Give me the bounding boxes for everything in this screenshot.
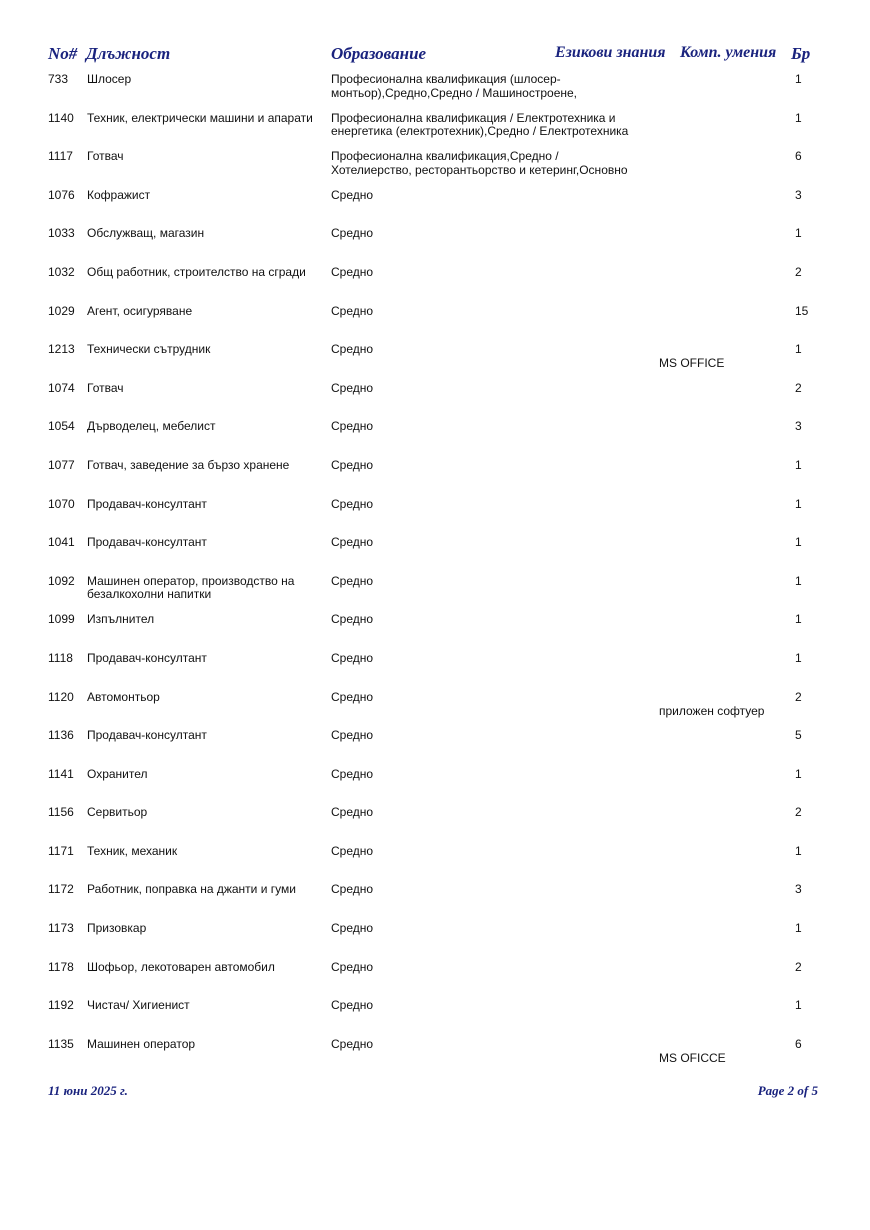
cell-count: 1 [795, 226, 802, 241]
cell-no: 1156 [48, 805, 74, 820]
cell-no: 1041 [48, 535, 75, 550]
table-row [0, 1038, 870, 1077]
cell-education: Професионална квалификация / Електротехника и енергетика (електротехник),Средно / Електротехника [331, 110, 629, 139]
cell-count: 3 [795, 187, 802, 202]
cell-no: 1173 [48, 921, 74, 936]
cell-position: Готвач [87, 380, 124, 395]
cell-education: Средно [331, 843, 374, 858]
table-row [0, 729, 870, 768]
table-row [0, 536, 870, 575]
table-row [0, 652, 870, 691]
column-header-education: Образование [331, 44, 427, 63]
cell-no: 1140 [48, 110, 74, 125]
cell-no: 1077 [48, 457, 75, 472]
cell-education: Средно [331, 728, 374, 743]
cell-position: Призовкар [87, 921, 147, 936]
cell-no: 1054 [48, 419, 75, 434]
cell-position: Работник, поправка на джанти и гуми [87, 882, 296, 897]
cell-no: 733 [48, 72, 69, 86]
cell-education: Средно [331, 882, 374, 897]
cell-position: Продавач-консултант [87, 496, 207, 511]
cell-position: Техник, механик [87, 843, 178, 858]
cell-education: Средно [331, 303, 374, 318]
cell-count: 1 [795, 766, 802, 781]
cell-position: Кофражист [87, 187, 151, 202]
cell-no: 1171 [48, 843, 74, 858]
table-row [0, 922, 870, 961]
table-row [0, 189, 870, 228]
cell-education: Средно [331, 766, 374, 781]
cell-count: 1 [795, 998, 802, 1013]
job-table [0, 73, 870, 1076]
cell-no: 1033 [48, 226, 75, 241]
cell-no: 1192 [48, 998, 74, 1013]
cell-no: 1099 [48, 612, 75, 627]
cell-education: Средно [331, 573, 374, 588]
footer-date: 11 юни 2025 г. [48, 1083, 128, 1098]
cell-education: Средно [331, 1036, 374, 1051]
cell-position: Технически сътрудник [87, 342, 211, 357]
cell-no: 1032 [48, 264, 75, 279]
cell-position: Машинен оператор, производство на безалкохолни напитки [87, 573, 295, 602]
cell-education: Средно [331, 998, 374, 1013]
cell-education: Средно [331, 496, 374, 511]
table-row [0, 112, 870, 151]
cell-position: Продавач-консултант [87, 728, 207, 743]
cell-count: 1 [795, 535, 802, 550]
cell-education: Средно [331, 264, 374, 279]
cell-count: 2 [795, 380, 802, 395]
table-row [0, 845, 870, 884]
cell-education: Средно [331, 419, 374, 434]
cell-education: Средно [331, 959, 374, 974]
cell-no: 1074 [48, 380, 75, 395]
cell-position: Продавач-консултант [87, 535, 207, 550]
table-row [0, 613, 870, 652]
cell-position: Обслужващ, магазин [87, 226, 205, 241]
table-row [0, 575, 870, 614]
column-header-computer-skills: Комп. умения [680, 44, 777, 61]
cell-position: Шлосер [87, 72, 132, 86]
cell-count: 6 [795, 149, 802, 164]
cell-education: Средно [331, 689, 374, 704]
footer-page-number: Page 2 of 5 [757, 1083, 818, 1098]
table-row [0, 420, 870, 459]
cell-no: 1135 [48, 1036, 74, 1051]
cell-education: Средно [331, 380, 374, 395]
cell-education: Средно [331, 342, 374, 357]
cell-position: Изпълнител [87, 612, 155, 627]
cell-count: 1 [795, 457, 802, 472]
cell-position: Техник, електрически машини и апарати [87, 110, 313, 125]
cell-no: 1118 [48, 650, 73, 665]
cell-education: Средно [331, 650, 374, 665]
table-row [0, 382, 870, 421]
table-row [0, 343, 870, 382]
cell-no: 1117 [48, 149, 73, 164]
cell-no: 1076 [48, 187, 75, 202]
cell-count: 6 [795, 1036, 802, 1051]
cell-count: 1 [795, 72, 802, 86]
cell-education: Професионална квалификация,Средно / Хотелиерство, ресторантьорство и кетеринг,Основно [331, 149, 628, 177]
cell-count: 2 [795, 805, 802, 820]
cell-count: 3 [795, 419, 802, 434]
cell-position: Продавач-консултант [87, 650, 207, 665]
cell-count: 2 [795, 689, 802, 704]
cell-position: Шофьор, лекотоварен автомобил [87, 959, 275, 974]
cell-position: Дърводелец, мебелист [87, 419, 216, 434]
column-header-languages: Езикови знания [555, 44, 666, 61]
table-row [0, 266, 870, 305]
column-header-no: No# [48, 44, 78, 63]
cell-no: 1213 [48, 342, 75, 357]
cell-count: 1 [795, 496, 802, 511]
cell-no: 1092 [48, 573, 75, 588]
cell-computer-skills: MS OFICCE [659, 1050, 726, 1065]
cell-education: Средно [331, 612, 374, 627]
cell-education: Средно [331, 457, 374, 472]
cell-no: 1120 [48, 689, 74, 704]
cell-education: Средно [331, 226, 374, 241]
table-row [0, 150, 870, 189]
table-row [0, 459, 870, 498]
cell-count: 5 [795, 728, 802, 743]
cell-education: Средно [331, 187, 374, 202]
table-row [0, 73, 870, 112]
cell-position: Чистач/ Хигиенист [87, 998, 190, 1013]
cell-no: 1070 [48, 496, 75, 511]
cell-education: Средно [331, 805, 374, 820]
cell-computer-skills: MS OFFICE [659, 356, 725, 371]
cell-no: 1136 [48, 728, 74, 743]
cell-count: 1 [795, 650, 802, 665]
cell-count: 2 [795, 264, 802, 279]
column-header-count: Бр [791, 44, 811, 63]
cell-position: Общ работник, строителство на сгради [87, 264, 306, 279]
cell-count: 1 [795, 843, 802, 858]
cell-count: 2 [795, 959, 802, 974]
cell-no: 1141 [48, 766, 74, 781]
cell-position: Сервитьор [87, 805, 148, 820]
cell-no: 1172 [48, 882, 74, 897]
cell-position: Охранител [87, 766, 148, 781]
cell-count: 1 [795, 573, 802, 588]
cell-count: 3 [795, 882, 802, 897]
table-row [0, 883, 870, 922]
cell-position: Автомонтьор [87, 689, 160, 704]
cell-education: Средно [331, 535, 374, 550]
cell-education: Средно [331, 921, 374, 936]
cell-position: Готвач [87, 149, 124, 164]
cell-computer-skills: приложен софтуер [659, 703, 765, 718]
cell-count: 15 [795, 303, 809, 318]
table-row [0, 961, 870, 1000]
table-row [0, 999, 870, 1038]
table-row [0, 305, 870, 344]
column-header-position: Длъжност [86, 44, 171, 63]
cell-no: 1029 [48, 303, 75, 318]
cell-no: 1178 [48, 959, 74, 974]
cell-position: Готвач, заведение за бързо хранене [87, 457, 290, 472]
cell-position: Машинен оператор [87, 1036, 196, 1051]
cell-education: Професионална квалификация (шлосер-монтьор),Средно,Средно / Машиностроене, [331, 72, 578, 100]
table-row [0, 768, 870, 807]
table-row [0, 806, 870, 845]
table-row [0, 691, 870, 730]
cell-count: 1 [795, 110, 802, 125]
cell-count: 1 [795, 612, 802, 627]
cell-position: Агент, осигуряване [87, 303, 193, 318]
table-row [0, 227, 870, 266]
cell-count: 1 [795, 921, 802, 936]
cell-count: 1 [795, 342, 802, 357]
table-row [0, 498, 870, 537]
